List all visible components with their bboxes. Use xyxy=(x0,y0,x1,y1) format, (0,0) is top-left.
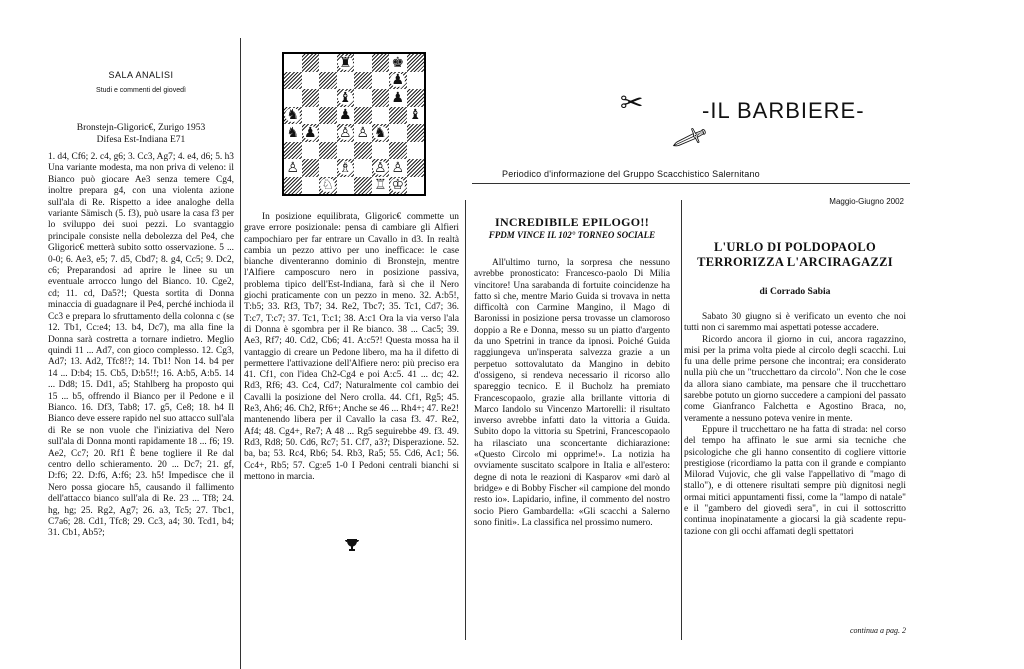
chess-piece: ♙ xyxy=(391,159,405,176)
board-square xyxy=(354,142,372,160)
chess-piece: ♗ xyxy=(338,159,352,176)
chess-piece: ♙ xyxy=(286,159,300,176)
board-square xyxy=(284,124,302,142)
board-square xyxy=(354,54,372,72)
chess-piece: ♟ xyxy=(391,89,405,106)
board-square xyxy=(389,124,407,142)
board-square xyxy=(284,89,302,107)
board-square xyxy=(407,177,425,195)
board-square xyxy=(389,177,407,195)
board-square xyxy=(407,54,425,72)
board-square xyxy=(319,72,337,90)
chess-piece: ♟ xyxy=(303,124,317,141)
board-square xyxy=(302,54,320,72)
board-square xyxy=(372,142,390,160)
feature-author: di Corrado Sabia xyxy=(759,286,831,297)
feature-paragraph: Ricordo ancora il giorno in cui, ancora ragazzino, misi per la prima volta piede al circolo degli scacchi. Lui fu una delle prime persone che incontrai; era considerato nulla più che un "trucchettaro da circolo". Non che le cose da allora siano cambiate, ma pensare che il trucchettaro sarebbe potuto un giorno succedere a campioni del passato come Gianfranco Falchetta e Agostino Braca, no, veramente a nessuno poteva venire in mente. xyxy=(684,334,906,424)
analysis-text: In posizione equilibrata, Gligoric€ commette un grave errore posizionale: pensa di cambiare gli Alfieri campochiaro per far entrare un Cavallo in d3. In realtà cambia un pezzo attivo per uno inefficace: le case bianche diventeranno dominio di Bronstejn, mentre l'Alfiere camposcuro nero in posizione passiva, problema tipico dell'Est-Indiana, farà sì che il Nero giochi praticamente con un pezzo in meno. 32. A:b5!, T:b5; 33. Rf3, Tb7; 34. Re2, Tbc7; 35. Tc1, Cd7; 36. T:c7, T:c7; 37. Tc1, T:c1; 38. A:c1 Ora la via verso l'ala di Donna è sgombra per il Re bianco. 38 ... Cac5; 39. Ae3, Rf7; 40. Cd2, Cb6; 41. A:c5?! Questa mossa ha il vantaggio di creare un Pedone libero, ma ha il difetto di permettere l'attivazione dell'Alfiere nero: più preciso era 41. Cf1, con l'idea Ch2-Cg4 e poi A:c5. 41 ... dc; 42. Rd3, Rf6; 43. Cc4, Cd7; Naturalmente col cambio dei Cavalli la posizione del Nero crolla. 44. Cf1, Rg5; 45. Re3, Ah6; 46. Ch2, Rf6+; Anche se 46 ... Rh4+; 47. Re2! mantenendo libera per il Cavallo la casa f3. 47. Re2, Af4; 48. Cg4+, Re7; A 48 ... Rg5 seguirebbe 49. f3. 49. Rd3, Rd8; 50. Cd6, Rc7; 51. Cf7, a3?; Disperazione. 52. ba, ba; 53. Rc4, Rb6; 54. Rb3, Ra5; 55. Cd6, Ac1; 56. Cc4+, Rb5; 57. Cg:e5 1-0 I Pedoni centrali bianchi si mettono in marcia. xyxy=(244,212,459,482)
periodical-description: Periodico d'informazione del Gruppo Scacchistico Salernitano xyxy=(502,169,760,179)
board-square xyxy=(389,72,407,90)
scissors-icon: ✂ xyxy=(620,86,644,119)
chess-piece: ♞ xyxy=(286,124,300,141)
board-square xyxy=(302,124,320,142)
board-square xyxy=(372,89,390,107)
board-square xyxy=(337,72,355,90)
board-square xyxy=(372,177,390,195)
column-divider-2 xyxy=(465,200,466,640)
board-square xyxy=(354,124,372,142)
board-square xyxy=(302,177,320,195)
chess-piece: ♚ xyxy=(391,54,405,71)
article-subtitle: FPDM VINCE IL 102° TORNEO SOCIALE xyxy=(488,230,656,240)
chess-board xyxy=(282,52,426,196)
continued-note: continua a pag. 2 xyxy=(850,626,906,635)
board-square xyxy=(407,159,425,177)
column-divider-1 xyxy=(240,38,241,669)
board-square xyxy=(389,159,407,177)
feature-paragraph: Eppure il trucchettaro ne ha fatta di strada: nel corso del tempo ha affinato le sue armi sia tecniche che psicologiche che gli hanno consentito di cogliere vittorie prestigiose (ricordiamo la patta con il grande e compianto Milorad Vujovic, che gli valse l'appellativo di "mago di stallo"), e di ottenere risultati sempre più dignitosi negli ormai mitici appuntamenti fissi, come la "lampo di natale" e il "gambero del giovedì sera", in cui il sottoscritto continua inopinatamente a giocarsi la già scadente repu-tazione con gli occhi affamati degli spettatori xyxy=(684,424,906,537)
game-commentary: 1. d4, Cf6; 2. c4, g6; 3. Cc3, Ag7; 4. e4, d6; 5. h3 Una variante modesta, ma non priva di veleno: il Bianco può giocare Ae3 senza temere Cg4, inoltre prepara g4, con una violenta azione sull'ala di Re. Rispetto a idee analoghe della variante Sämisch (5. f3), può usare la casa f3 per lo sviluppo dei suoi pezzi. Lo svantaggio principale consiste nella debolezza del Pe4, che Gligoric€ metterà subito sotto osservazione. 5 ... 0-0; 6. Ae3, e5; 7. d5, Cbd7; 8. g4, Cc5; 9. Dc2, c6; Preparandosi ad aprire le linee su un eventuale arrocco lungo del Bianco. 10. Cge2, cd; 11. cd, Da5?!; Questa sortita di Donna minaccia di guadagnare il Pe4, perché inchioda il Cc3 e prepara lo sfruttamento della colonna c (se 12. Tb1, Cc:e4; 13. b4, Dc7), ma alla fine la Donna sarà costretta a tornare indietro. Meglio quindi 11 ... Ad7, con gioco complesso. 12. Cg3, Ad7; 13. Ad2, Tfc8!?; 14. Tb1! Non 14. b4 per 14 ... D:b4; 15. Cb5, D:b5!!; 16. A:b5, A:b5. 14 ... Dd8; 15. Dd1, a5; Stahlberg ha proposto qui 15 ... b5, offrendo il Bianco per il Pedone e il Bianco. 16. Df3, Tab8; 17. g5, Ce8; 18. h4 Il Bianco deve essere rapido nel suo attacco sull'ala di Re se non vuole che l'iniziativa del Nero sull'ala di Donna monti rapidamente 18 ... f6; 19. Ae2, Cc7; 20. Rf1 È bene togliere il Re dal centro dello schieramento. 20 ... Dc7; 21. gf, D:f6; 22. D:f6, A:f6; 23. h5! Impedisce che il Nero possa giocare h5, causando il fallimento dell'attacco bianco sull'ala di Re. 23 ... Tf8; 24. hg, hg; 25. Rg2, Ag7; 26. a3, Tc5; 27. Tbc1, C7a6; 28. Cd1, Tfc8; 29. Cc3, a4; 30. Tcd1, b4; 31. Cb1, Ab5?; xyxy=(48,152,234,539)
board-square xyxy=(372,124,390,142)
chess-piece: ♘ xyxy=(321,177,335,194)
dagger-icon: 🗡 xyxy=(668,119,711,159)
board-square xyxy=(337,107,355,125)
board-square xyxy=(302,142,320,160)
chess-piece: ♝ xyxy=(338,89,352,106)
section-subtitle: Studi e commenti del giovedì xyxy=(96,87,186,94)
board-square xyxy=(302,89,320,107)
board-square xyxy=(407,89,425,107)
board-square xyxy=(319,89,337,107)
feature-paragraph: Sabato 30 giugno si è verificato un evento che noi tutti non ci saremmo mai aspettati potesse accadere. xyxy=(684,312,906,334)
issue-date: Maggio-Giugno 2002 xyxy=(829,197,904,206)
chess-piece: ♟ xyxy=(391,72,405,89)
board-square xyxy=(302,72,320,90)
board-square xyxy=(319,54,337,72)
masthead-title: -IL BARBIERE- xyxy=(702,98,865,123)
board-square xyxy=(337,54,355,72)
board-square xyxy=(337,177,355,195)
board-square xyxy=(337,142,355,160)
board-square xyxy=(407,124,425,142)
board-square xyxy=(319,159,337,177)
board-square xyxy=(319,124,337,142)
board-square xyxy=(284,177,302,195)
article-text: All'ultimo turno, la sorpresa che nessuno avrebbe pronosticato: Francesco-paolo Di Milia vincitore! Una sarabanda di fortuite coincidenze ha fatto sì che, mentre Mario Guida si trovava in netta difficoltà con Carmine Mangino, il Mago di Baronissi in posizione persa trovasse un clamoroso doppio a Re e Donna, messo su un piatto d'argento da uno Spetrini in trance da ipnosi. Poiché Guida raggiungeva un'insperata salvezza grazie a un perpetuo sottovalutato da Mangino in debito d'ossigeno, si rendeva necessario il ricorso allo spareggio tecnico. E il Bucholz ha premiato Francescopaolo, grazie alla brillante vittoria di Marco Iandolo su Vincenzo Martorelli: il risultato inverso avrebbe infatti dato la vittoria a Guida. Subito dopo la vittoria su Spetrini, Francescopaolo ha rilasciato una sconcertante dichiarazione: «Questo Circolo mi opprime!». La notizia ha ovviamente suscitato scalpore in Italia e all'estero: degne di nota le reazioni di Kasparov «mi darò al bridge» e di Bobby Fischer «il campione del mondo resto io». Lapidario, infine, il commento del nostro socio Piero Gambardella: «Gli scacchi a Salerno sono finiti». La classifica nel prossimo numero. xyxy=(474,258,670,528)
chess-piece: ♟ xyxy=(338,107,352,124)
board-square xyxy=(284,142,302,160)
chess-piece: ♔ xyxy=(391,177,405,194)
board-square xyxy=(354,72,372,90)
board-square xyxy=(284,54,302,72)
board-square xyxy=(284,107,302,125)
chess-piece: ♙ xyxy=(338,124,352,141)
chess-piece: ♙ xyxy=(356,124,370,141)
board-square xyxy=(337,124,355,142)
board-square xyxy=(407,142,425,160)
board-square xyxy=(319,177,337,195)
board-square xyxy=(407,107,425,125)
board-square xyxy=(372,107,390,125)
board-square xyxy=(319,107,337,125)
board-square xyxy=(372,159,390,177)
chess-piece: ♝ xyxy=(408,107,422,124)
section-title: SALA ANALISI xyxy=(108,70,174,80)
board-square xyxy=(372,72,390,90)
board-square xyxy=(389,89,407,107)
chess-piece: ♖ xyxy=(373,177,387,194)
game-players: Bronstejn-Gligoric€, Zurigo 1953 xyxy=(76,123,206,133)
board-square xyxy=(337,159,355,177)
article-title: INCREDIBILE EPILOGO!! xyxy=(495,215,649,229)
board-square xyxy=(284,72,302,90)
trophy-icon xyxy=(340,538,364,556)
game-header xyxy=(48,122,234,146)
board-square xyxy=(354,89,372,107)
masthead-rule xyxy=(472,183,910,184)
board-square xyxy=(302,159,320,177)
feature-text xyxy=(684,312,906,538)
board-square xyxy=(319,142,337,160)
board-square xyxy=(284,159,302,177)
board-square xyxy=(354,107,372,125)
board-square xyxy=(354,177,372,195)
chess-piece: ♞ xyxy=(286,107,300,124)
board-square xyxy=(372,54,390,72)
feature-title: L'URLO DI POLDOPAOLO TERRORIZZA L'ARCIRAGAZZI xyxy=(697,240,893,269)
chess-piece: ♜ xyxy=(338,54,352,71)
board-square xyxy=(337,89,355,107)
board-square xyxy=(389,142,407,160)
chess-piece: ♙ xyxy=(373,159,387,176)
board-square xyxy=(302,107,320,125)
column-divider-3 xyxy=(681,200,682,640)
board-square xyxy=(389,54,407,72)
chess-piece: ♞ xyxy=(373,124,387,141)
board-square xyxy=(407,72,425,90)
board-square xyxy=(389,107,407,125)
game-opening: Difesa Est-Indiana E71 xyxy=(96,135,186,145)
board-square xyxy=(354,159,372,177)
